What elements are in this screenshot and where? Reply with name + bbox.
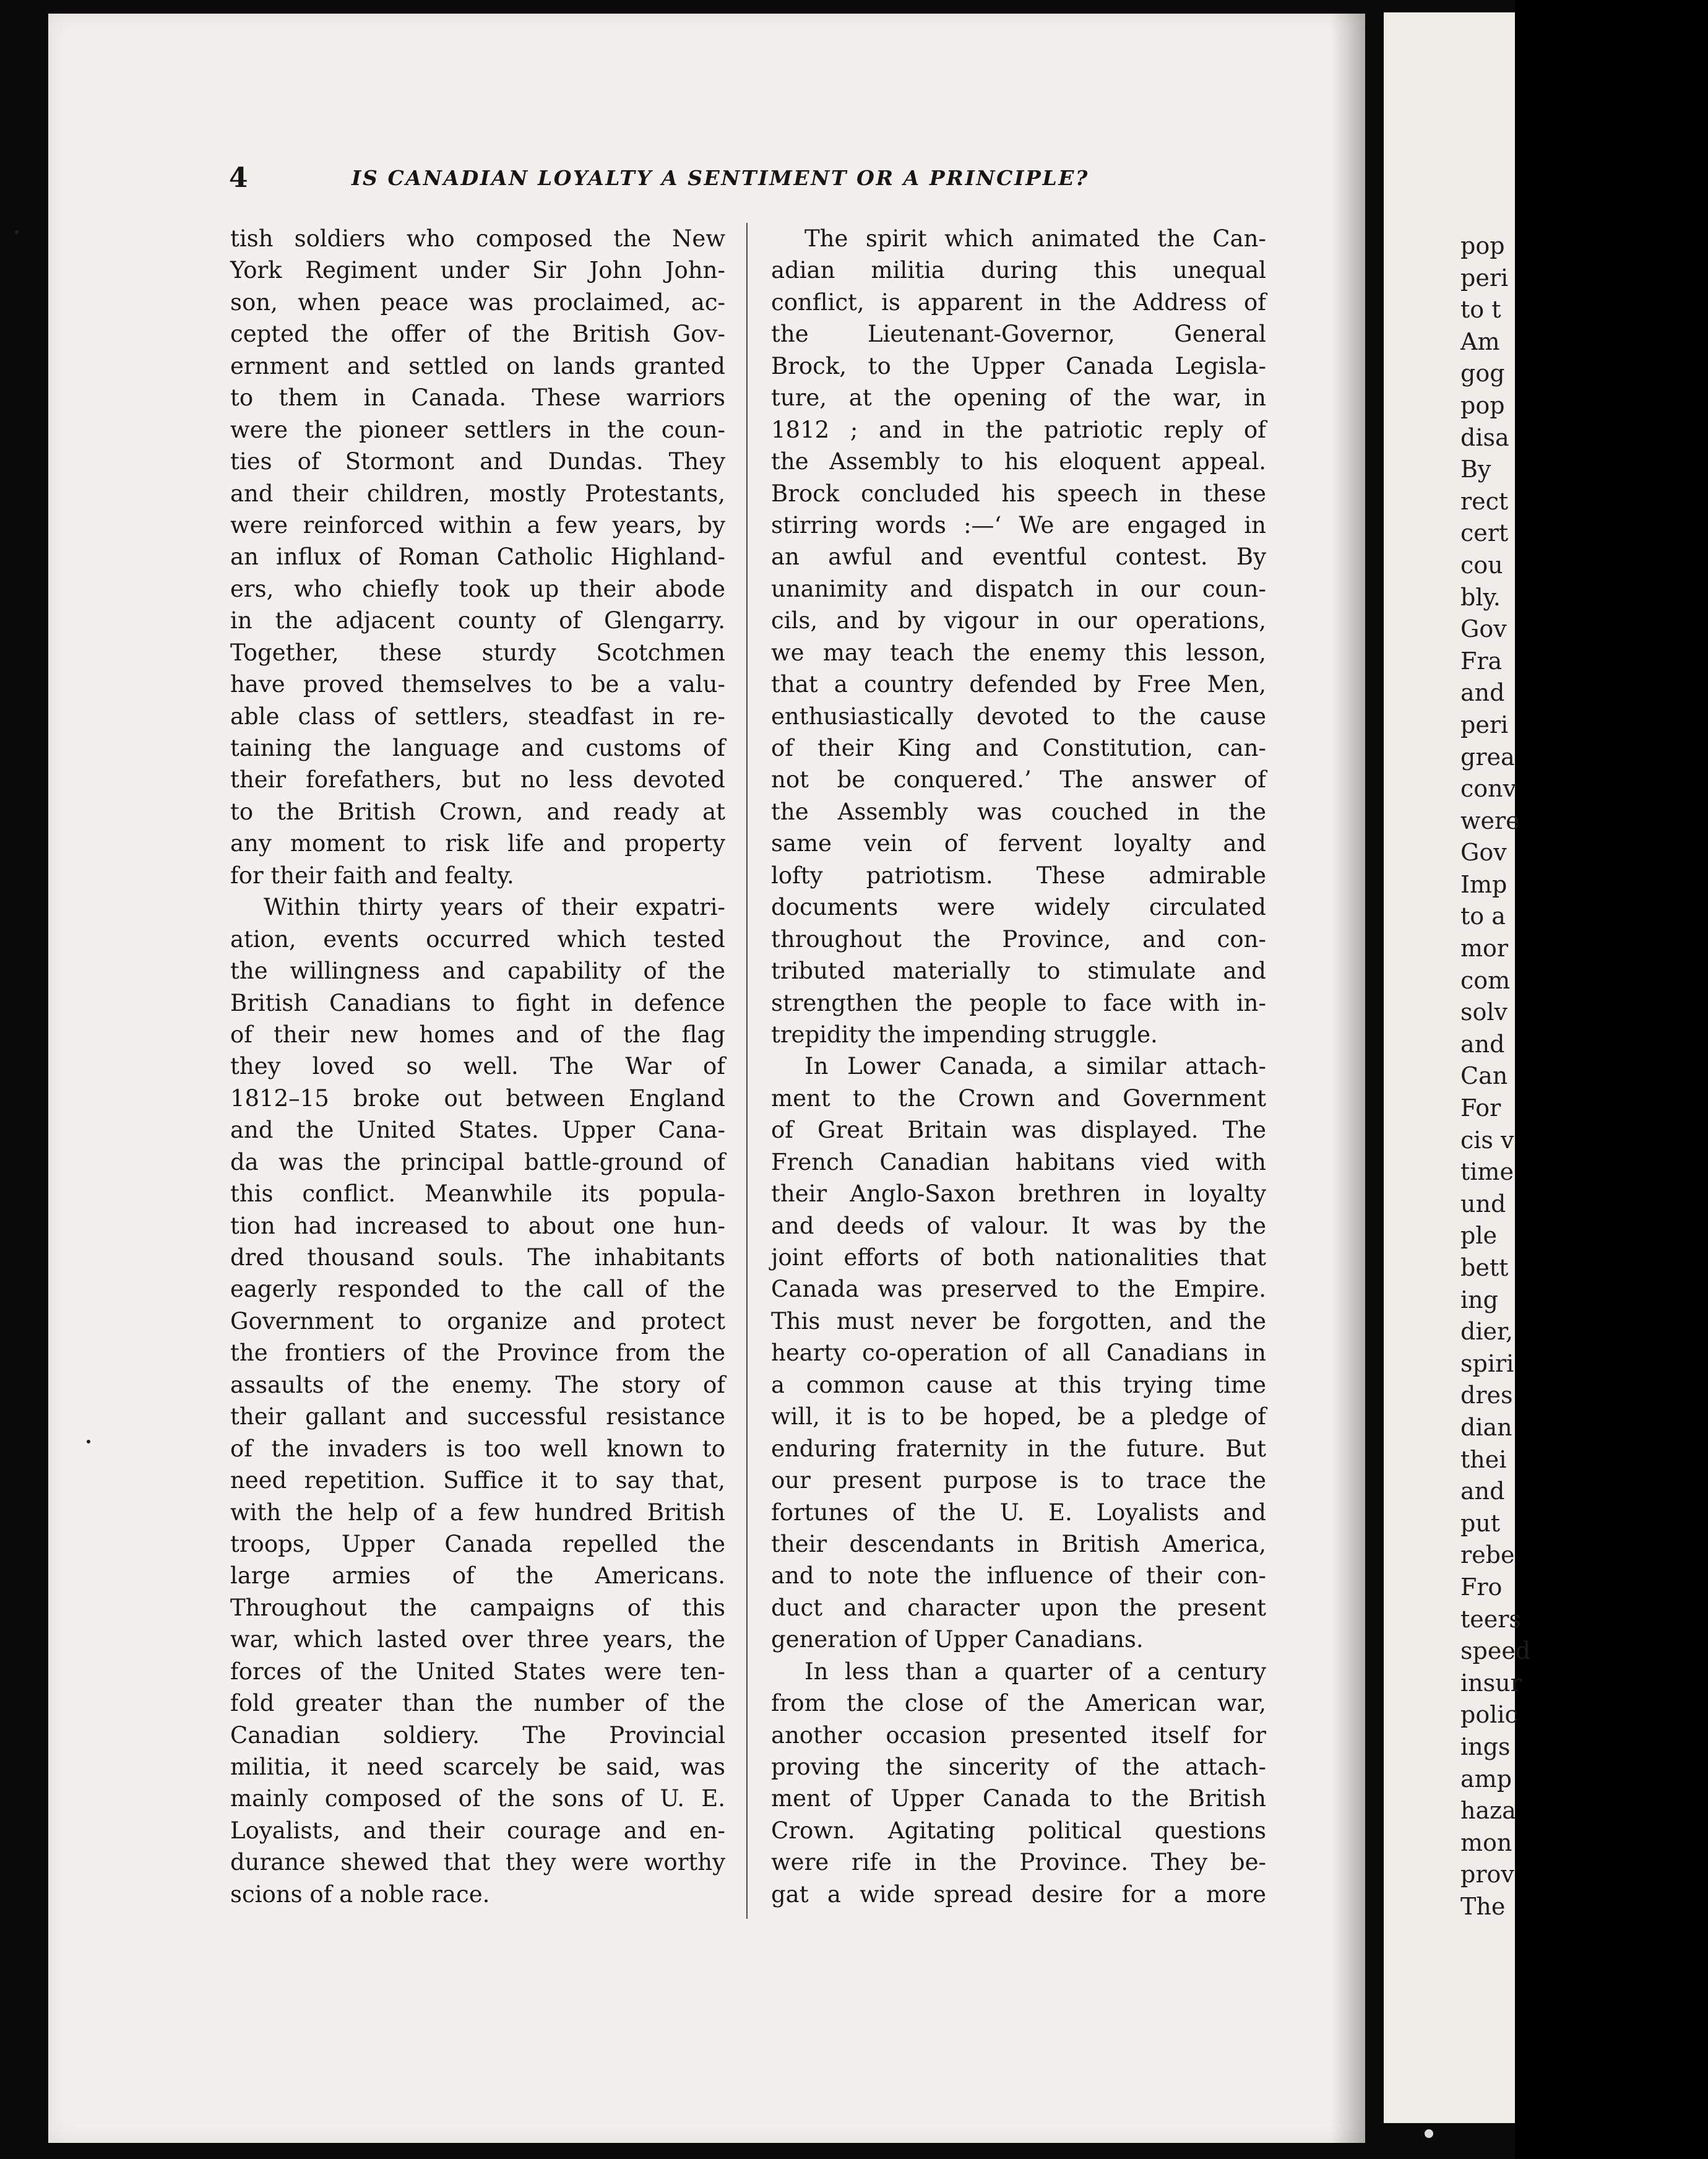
text-line: conflict, is apparent in the Address of [771, 288, 1266, 316]
text-line: the Lieutenant-Governor, General [771, 321, 1266, 348]
facing-page-text [1460, 230, 1708, 1923]
text-line: unanimity and dispatch in our coun- [771, 575, 1266, 602]
text-line: ment of Upper Canada to the British [771, 1785, 1266, 1812]
scan-speck [1425, 2129, 1433, 2138]
text-line: dred thousand souls. The inhabitants [230, 1244, 725, 1271]
facing-page-line: put [1460, 1509, 1501, 1537]
text-line: militia, it need scarcely be said, was [230, 1754, 725, 1780]
text-line: In Lower Canada, a similar attach- [804, 1053, 1266, 1080]
text-line: that a country defended by Free Men, [771, 671, 1266, 698]
facing-page-line: haza [1460, 1797, 1516, 1825]
text-line: ties of Stormont and Dundas. They [230, 448, 725, 475]
page-number: 4 [229, 162, 248, 194]
text-line: Loyalists, and their courage and en- [230, 1817, 725, 1844]
text-line: the willingness and capability of the [230, 958, 725, 985]
facing-page-line: polic [1460, 1701, 1518, 1729]
text-line: Crown. Agitating political questions [771, 1817, 1266, 1844]
text-line: in the adjacent county of Glengarry. [230, 607, 725, 634]
facing-page-line: and [1460, 1030, 1505, 1058]
text-line: were rife in the Province. They be- [771, 1849, 1266, 1876]
text-line: to them in Canada. These warriors [230, 384, 725, 412]
text-line: this conflict. Meanwhile its popula- [230, 1180, 725, 1208]
text-line: In less than a quarter of a century [804, 1658, 1266, 1685]
facing-page-line: ing [1460, 1286, 1498, 1313]
facing-page-line: Gov [1460, 615, 1507, 643]
facing-page-line: ple [1460, 1222, 1497, 1250]
column-divider [746, 223, 748, 1919]
text-line: forces of the United States were ten- [230, 1658, 725, 1685]
facing-page-fragment [1384, 12, 1531, 2123]
text-line: The spirit which animated the Can- [804, 225, 1266, 252]
text-line: Canada was preserved to the Empire. [771, 1276, 1266, 1303]
text-line: ation, events occurred which tested [230, 925, 725, 953]
text-line: the Assembly to his eloquent appeal. [771, 448, 1266, 475]
facing-page-line: Fra [1460, 647, 1503, 675]
text-line: ment to the Crown and Government [771, 1084, 1266, 1112]
facing-page-line: grea [1460, 743, 1515, 771]
facing-page-line: conv [1460, 775, 1517, 803]
facing-page-line: mor [1460, 935, 1509, 963]
facing-page-line: dres [1460, 1382, 1513, 1409]
text-line: the frontiers of the Province from the [230, 1339, 725, 1367]
text-line: trepidity the impending struggle. [771, 1021, 1158, 1048]
text-line: This must never be forgotten, and the [771, 1307, 1266, 1335]
text-line: cils, and by vigour in our operations, [771, 607, 1266, 634]
text-line: they loved so well. The War of [230, 1053, 725, 1080]
text-line: generation of Upper Canadians. [771, 1626, 1144, 1653]
text-line: durance shewed that they were worthy [230, 1849, 725, 1876]
text-line: Brock, to the Upper Canada Legisla- [771, 352, 1266, 379]
text-line: hearty co-operation of all Canadians in [771, 1339, 1266, 1367]
facing-page-line: prov [1460, 1861, 1514, 1889]
text-line: ture, at the opening of the war, in [771, 384, 1266, 412]
facing-page-line: com [1460, 966, 1511, 994]
text-line: assaults of the enemy. The story of [230, 1371, 725, 1398]
text-line: documents were widely circulated [771, 894, 1266, 921]
text-line: were the pioneer settlers in the coun- [230, 416, 725, 443]
facing-page-line: bett [1460, 1254, 1509, 1281]
facing-page-line: insur [1460, 1669, 1522, 1697]
facing-page-line: peri [1460, 711, 1509, 738]
facing-page-line: teers [1460, 1605, 1521, 1633]
text-line: not be conquered.’ The answer of [771, 766, 1266, 794]
facing-page-line: to a [1460, 902, 1506, 930]
text-line: Together, these sturdy Scotchmen [230, 639, 725, 666]
facing-page-line: spiri [1460, 1349, 1514, 1377]
facing-page-line: The [1460, 1892, 1506, 1920]
facing-page-line: were [1460, 807, 1520, 834]
page-header [229, 162, 1256, 199]
scan-speck [15, 230, 19, 234]
facing-page-line: pop [1460, 232, 1505, 259]
text-line: with the help of a few hundred British [230, 1499, 725, 1526]
facing-page-line: rebe [1460, 1541, 1515, 1569]
text-line: of their King and Constitution, can- [771, 735, 1266, 761]
text-line: of their new homes and of the flag [230, 1021, 725, 1048]
text-line: any moment to risk life and property [230, 830, 725, 857]
facing-page-line: Can [1460, 1062, 1508, 1090]
text-line: we may teach the enemy this lesson, [771, 639, 1266, 666]
facing-page-line: gog [1460, 360, 1505, 387]
text-line: of the invaders is too well known to [230, 1435, 725, 1462]
text-line: British Canadians to fight in defence [230, 989, 725, 1016]
facing-page-line: rect [1460, 487, 1509, 515]
text-line: York Regiment under Sir John John- [230, 257, 725, 284]
text-line: troops, Upper Canada repelled the [230, 1530, 725, 1557]
facing-page-line: mon [1460, 1828, 1512, 1856]
text-line: for their faith and fealty. [230, 862, 514, 889]
facing-page-line: speed [1460, 1637, 1531, 1665]
text-line: an awful and eventful contest. By [771, 543, 1266, 571]
facing-page-line: cou [1460, 551, 1503, 579]
text-line: were reinforced within a few years, by [230, 511, 725, 539]
text-line: proving the sincerity of the attach- [771, 1754, 1266, 1780]
text-line: the Assembly was couched in the [771, 798, 1266, 825]
text-line: our present purpose is to trace the [771, 1467, 1266, 1494]
text-line: throughout the Province, and con- [771, 925, 1266, 953]
text-line: war, which lasted over three years, the [230, 1626, 725, 1653]
facing-page-line: Imp [1460, 870, 1507, 898]
text-line: son, when peace was proclaimed, ac- [230, 288, 725, 316]
facing-page-line: solv [1460, 998, 1507, 1026]
facing-page-line: time [1460, 1158, 1514, 1186]
facing-page-line: Fro [1460, 1573, 1503, 1601]
text-line: large armies of the Americans. [230, 1562, 725, 1590]
text-line: eagerly responded to the call of the [230, 1276, 725, 1303]
facing-page-line: to t [1460, 296, 1501, 324]
text-line: stirring words :—‘ We are engaged in [771, 511, 1266, 539]
text-line: Throughout the campaigns of this [230, 1594, 725, 1621]
text-line: to the British Crown, and ready at [230, 798, 725, 825]
text-line: Brock concluded his speech in these [771, 480, 1266, 507]
text-line: enthusiastically devoted to the cause [771, 703, 1266, 730]
text-line: lofty patriotism. These admirable [771, 862, 1266, 889]
facing-page-line: und [1460, 1190, 1506, 1218]
running-title: IS CANADIAN LOYALTY A SENTIMENT OR A PRINCIPLE? [352, 166, 1089, 190]
text-line: adian militia during this unequal [771, 257, 1266, 284]
facing-page-line: cert [1460, 519, 1509, 547]
text-line: 1812 ; and in the patriotic reply of [771, 416, 1266, 443]
text-line: their gallant and successful resistance [230, 1403, 725, 1430]
text-line: their forefathers, but no less devoted [230, 766, 725, 794]
text-line: will, it is to be hoped, be a pledge of [771, 1403, 1266, 1430]
text-line: duct and character upon the present [771, 1594, 1266, 1621]
text-line: their descendants in British America, [771, 1530, 1266, 1557]
text-line: Canadian soldiery. The Provincial [230, 1721, 725, 1749]
facing-page-line: ings [1460, 1733, 1511, 1760]
page-edge-shadow [1331, 14, 1365, 2143]
text-line: of Great Britain was displayed. The [771, 1117, 1266, 1144]
text-line: and the United States. Upper Cana- [230, 1117, 725, 1144]
facing-page-line: pop [1460, 391, 1505, 419]
text-line: French Canadian habitans vied with [771, 1148, 1266, 1175]
text-line: same vein of fervent loyalty and [771, 830, 1266, 857]
text-line: need repetition. Suffice it to say that, [230, 1467, 725, 1494]
right-text-column [771, 223, 1266, 1910]
left-text-column [230, 223, 725, 1910]
text-line: cepted the offer of the British Gov- [230, 321, 725, 348]
facing-page-line: For [1460, 1094, 1501, 1122]
text-line: and their children, mostly Protestants, [230, 480, 725, 507]
text-line: scions of a noble race. [230, 1880, 490, 1908]
facing-page-line: bly. [1460, 583, 1501, 611]
text-line: tion had increased to about one hun- [230, 1212, 725, 1239]
text-line: tributed materially to stimulate and [771, 958, 1266, 985]
facing-page-line: peri [1460, 264, 1509, 292]
text-line: another occasion presented itself for [771, 1721, 1266, 1749]
facing-page-line: dian [1460, 1413, 1512, 1441]
facing-page-line: disa [1460, 423, 1509, 451]
text-line: mainly composed of the sons of U. E. [230, 1785, 725, 1812]
text-line: Government to organize and protect [230, 1307, 725, 1335]
facing-page-line: By [1460, 456, 1491, 483]
text-line: have proved themselves to be a valu- [230, 671, 725, 698]
text-line: ernment and settled on lands granted [230, 352, 725, 379]
text-line: their Anglo-Saxon brethren in loyalty [771, 1180, 1266, 1208]
text-line: da was the principal battle-ground of [230, 1148, 725, 1175]
text-line: fold greater than the number of the [230, 1690, 725, 1717]
facing-page-line: cis v [1460, 1126, 1514, 1154]
facing-page-line: Gov [1460, 839, 1507, 867]
scan-speck [87, 1440, 90, 1443]
text-line: ers, who chiefly took up their abode [230, 575, 725, 602]
facing-page-line: dier, [1460, 1318, 1514, 1346]
text-line: able class of settlers, steadfast in re- [230, 703, 725, 730]
text-line: tish soldiers who composed the New [230, 225, 725, 252]
text-line: Within thirty years of their expatri- [264, 894, 725, 921]
text-line: and to note the influence of their con- [771, 1562, 1266, 1590]
text-line: fortunes of the U. E. Loyalists and [771, 1499, 1266, 1526]
facing-page-line: Am [1460, 327, 1500, 355]
text-line: enduring fraternity in the future. But [771, 1435, 1266, 1462]
text-line: 1812–15 broke out between England [230, 1084, 725, 1112]
text-line: taining the language and customs of [230, 735, 725, 761]
facing-page-line: amp [1460, 1765, 1512, 1793]
text-line: from the close of the American war, [771, 1690, 1266, 1717]
text-line: strengthen the people to face with in- [771, 989, 1266, 1016]
text-line: a common cause at this trying time [771, 1371, 1266, 1398]
text-line: and deeds of valour. It was by the [771, 1212, 1266, 1239]
facing-page-line: and [1460, 1478, 1505, 1505]
facing-page-line: thei [1460, 1445, 1507, 1473]
facing-page-line: and [1460, 679, 1505, 707]
text-line: joint efforts of both nationalities that [771, 1244, 1266, 1271]
text-line: an influx of Roman Catholic Highland- [230, 543, 725, 571]
text-line: gat a wide spread desire for a more [771, 1880, 1266, 1908]
